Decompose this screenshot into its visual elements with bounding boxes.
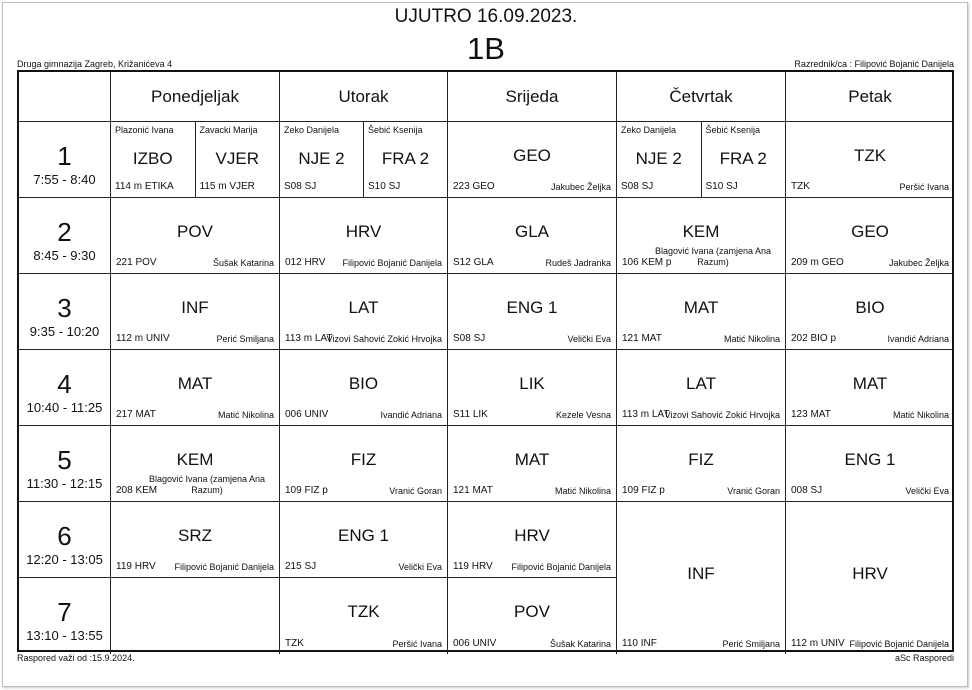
lesson-teacher: Filipović Bojanić Danijela <box>849 639 949 649</box>
period-number: 1 <box>57 141 72 171</box>
lesson-subject: POV <box>514 602 550 621</box>
lesson-teacher: Matić Nikolina <box>723 334 780 344</box>
lesson-teacher: Matić Nikolina <box>217 410 274 420</box>
lesson-teacher: Blagović Ivana (zamjena Ana Razum) <box>654 246 772 267</box>
period-number: 7 <box>57 597 72 627</box>
lesson-teacher: Kezele Vesna <box>555 410 611 420</box>
lesson-teacher: Šebić Ksenija <box>368 125 423 135</box>
lesson-subject: MAT <box>514 450 550 469</box>
period-time: 13:10 - 13:55 <box>26 628 103 643</box>
lesson-teacher: Perić Smiljana <box>216 334 274 344</box>
lesson-room: S10 SJ <box>705 181 738 192</box>
corner-cell <box>19 72 111 122</box>
lesson-subject: BIO <box>855 298 885 317</box>
lesson-room: 113 m LAT <box>285 333 333 344</box>
lesson-subject: GEO <box>513 146 551 165</box>
lesson-group-b <box>701 122 786 197</box>
lesson-teacher: Jakubec Željka <box>888 258 949 268</box>
lesson-teacher: Jakubec Željka <box>550 182 611 192</box>
lesson-p5-tue <box>280 426 448 502</box>
lesson-p7-wed <box>448 578 617 654</box>
period-number: 6 <box>57 521 72 551</box>
lesson-subject: TZK <box>853 146 887 165</box>
period-4 <box>19 350 111 426</box>
lesson-teacher: Ivandić Adriana <box>887 334 949 344</box>
class-name: 1B <box>467 31 505 66</box>
lesson-room: 113 m LAT <box>622 409 670 420</box>
lesson-room: 006 UNIV <box>285 409 329 420</box>
lesson-subject: FIZ <box>688 450 714 469</box>
lesson-p7-tue <box>280 578 448 654</box>
period-number: 5 <box>57 445 72 475</box>
lesson-teacher: Perić Smiljana <box>722 639 780 649</box>
lesson-subject: GLA <box>514 222 550 241</box>
period-time: 9:35 - 10:20 <box>29 324 100 339</box>
lesson-subject: FRA 2 <box>719 149 767 168</box>
lesson-room: S08 SJ <box>284 181 317 192</box>
software-credit: aSc Rasporedi <box>894 653 954 663</box>
lesson-room: 119 HRV <box>116 561 156 572</box>
lesson-room: 217 MAT <box>116 409 156 420</box>
lesson-teacher: Filipović Bojanić Danijela <box>511 562 611 572</box>
lesson-room: 112 m UNIV <box>791 638 845 649</box>
lesson-room: 110 INF <box>622 638 657 649</box>
lesson-p6-thu <box>617 502 786 654</box>
lesson-teacher: Matić Nikolina <box>892 410 949 420</box>
lesson-p3-wed <box>448 274 617 350</box>
lesson-p5-thu <box>617 426 786 502</box>
lesson-room: 114 m ETIKA <box>115 181 174 192</box>
lesson-p2-fri <box>786 198 954 274</box>
lesson-teacher: Zeko Danijela <box>621 125 677 135</box>
lesson-p4-mon <box>111 350 280 426</box>
timetable-grid <box>17 70 954 652</box>
lesson-room: 221 POV <box>116 257 157 268</box>
lesson-subject: IZBO <box>132 149 173 168</box>
lesson-teacher: Velički Eva <box>567 334 611 344</box>
lesson-room: S08 SJ <box>621 181 654 192</box>
lesson-room: S08 SJ <box>453 333 486 344</box>
lesson-teacher: Šušak Katarina <box>212 258 274 268</box>
period-3 <box>19 274 111 350</box>
lesson-p6-tue <box>280 502 448 578</box>
lesson-room: 223 GEO <box>453 181 495 192</box>
lesson-subject: LAT <box>686 374 716 393</box>
lesson-room: 123 MAT <box>791 409 831 420</box>
lesson-room: 119 HRV <box>453 561 493 572</box>
lesson-teacher: Šušak Katarina <box>549 639 611 649</box>
lesson-subject: HRV <box>345 222 382 241</box>
lesson-p1-wed <box>448 122 617 198</box>
lesson-teacher: Matić Nikolina <box>554 486 611 496</box>
lesson-p5-mon <box>111 426 280 502</box>
lesson-p3-thu <box>617 274 786 350</box>
lesson-teacher: Vranić Goran <box>389 486 442 496</box>
lesson-subject: LIK <box>519 374 545 393</box>
day-header-thursday: Četvrtak <box>617 72 786 122</box>
lesson-p1-tue <box>280 122 448 198</box>
lesson-subject: FRA 2 <box>381 149 430 168</box>
lesson-subject: HRV <box>852 564 888 583</box>
schedule-title: UJUTRO 16.09.2023. <box>394 6 578 27</box>
lesson-subject: MAT <box>852 374 888 393</box>
period-7 <box>19 578 111 654</box>
day-header-tuesday: Utorak <box>280 72 448 122</box>
lesson-room: 106 KEM p <box>622 257 672 268</box>
lesson-teacher: Zeko Danijela <box>284 125 340 135</box>
lesson-room: S11 LIK <box>453 409 488 420</box>
lesson-teacher: Velički Eva <box>398 562 442 572</box>
lesson-room: 115 m VJER <box>199 181 255 192</box>
lesson-p2-thu <box>617 198 786 274</box>
lesson-room: S12 GLA <box>453 257 494 268</box>
period-number: 3 <box>57 293 72 323</box>
lesson-p2-mon <box>111 198 280 274</box>
lesson-teacher: Vizovi Sahović Zokić Hrvojka <box>664 410 780 420</box>
lesson-room: 012 HRV <box>285 257 326 268</box>
lesson-teacher: Rudeš Jadranka <box>545 258 611 268</box>
lesson-room: 209 m GEO <box>791 257 844 268</box>
period-time: 12:20 - 13:05 <box>26 552 103 567</box>
lesson-room: 112 m UNIV <box>116 333 170 344</box>
day-header-monday: Ponedjeljak <box>111 72 280 122</box>
lesson-room: 208 KEM <box>116 485 158 496</box>
lesson-p4-wed <box>448 350 617 426</box>
homeroom-teacher: Razrednik/ca : Filipović Bojanić Danijela <box>794 59 954 69</box>
lesson-subject: ENG 1 <box>337 526 390 545</box>
lesson-teacher: Blagović Ivana (zamjena Ana Razum) <box>148 474 266 495</box>
lesson-room: 121 MAT <box>622 333 662 344</box>
lesson-teacher: Peršić Ivana <box>392 639 442 649</box>
lesson-room: 109 FIZ p <box>622 485 665 496</box>
lesson-subject: SRZ <box>178 526 212 545</box>
lesson-p6-wed <box>448 502 617 578</box>
lesson-subject: INF <box>181 298 209 317</box>
lesson-teacher: Filipović Bojanić Danijela <box>174 562 274 572</box>
lesson-p3-tue <box>280 274 448 350</box>
lesson-p1-thu <box>617 122 786 198</box>
lesson-p2-wed <box>448 198 617 274</box>
lesson-room: S10 SJ <box>368 181 401 192</box>
period-time: 10:40 - 11:25 <box>26 400 103 415</box>
day-header-wednesday: Srijeda <box>448 72 617 122</box>
lesson-subject: BIO <box>348 374 379 393</box>
lesson-group-a <box>111 122 195 197</box>
valid-from-note: Raspored važi od :15.9.2024. <box>17 653 135 663</box>
lesson-room: 008 SJ <box>791 485 823 496</box>
lesson-subject: LAT <box>348 298 379 317</box>
lesson-p7-mon-empty <box>111 578 280 654</box>
school-name: Druga gimnazija Zagreb, Križanićeva 4 <box>17 59 173 69</box>
period-number: 4 <box>57 369 72 399</box>
lesson-p5-wed <box>448 426 617 502</box>
period-6 <box>19 502 111 578</box>
lesson-teacher: Peršić Ivana <box>899 182 949 192</box>
lesson-room: TZK <box>791 181 810 192</box>
lesson-p2-tue <box>280 198 448 274</box>
lesson-room: TZK <box>285 638 304 649</box>
lesson-p1-fri <box>786 122 954 198</box>
lesson-p4-fri <box>786 350 954 426</box>
day-header-friday: Petak <box>786 72 954 122</box>
lesson-subject: HRV <box>514 526 550 545</box>
period-5 <box>19 426 111 502</box>
lesson-subject: NJE 2 <box>298 149 345 168</box>
period-time: 11:30 - 12:15 <box>26 476 103 491</box>
lesson-subject: ENG 1 <box>506 298 558 317</box>
lesson-subject: POV <box>177 222 213 241</box>
lesson-group-a <box>617 122 701 197</box>
lesson-group-b <box>363 122 447 197</box>
lesson-p3-fri <box>786 274 954 350</box>
lesson-room: 006 UNIV <box>453 638 497 649</box>
lesson-subject: KEM <box>682 222 720 241</box>
lesson-subject: ENG 1 <box>844 450 896 469</box>
lesson-teacher: Šebić Ksenija <box>705 125 761 135</box>
period-time: 8:45 - 9:30 <box>33 248 96 263</box>
period-time: 7:55 - 8:40 <box>33 172 96 187</box>
lesson-teacher: Vranić Goran <box>727 486 780 496</box>
lesson-teacher: Plazonić Ivana <box>115 125 174 135</box>
lesson-p5-fri <box>786 426 954 502</box>
lesson-p6-mon <box>111 502 280 578</box>
lesson-subject: VJER <box>215 149 259 168</box>
lesson-p3-mon <box>111 274 280 350</box>
lesson-room: 121 MAT <box>453 485 493 496</box>
lesson-teacher: Filipović Bojanić Danijela <box>342 258 442 268</box>
lesson-p6-fri <box>786 502 954 654</box>
lesson-room: 215 SJ <box>285 561 317 572</box>
lesson-subject: NJE 2 <box>635 149 682 168</box>
lesson-p1-mon <box>111 122 280 198</box>
lesson-subject: INF <box>687 564 715 583</box>
lesson-subject: TZK <box>347 602 380 621</box>
lesson-subject: MAT <box>683 298 719 317</box>
lesson-teacher: Ivandić Adriana <box>380 410 442 420</box>
lesson-teacher: Velički Eva <box>905 486 949 496</box>
lesson-teacher: Vizovi Sahović Zokić Hrvojka <box>326 334 442 344</box>
lesson-subject: MAT <box>177 374 213 393</box>
lesson-room: 202 BIO p <box>791 333 837 344</box>
period-number: 2 <box>57 217 72 247</box>
period-2 <box>19 198 111 274</box>
lesson-subject: KEM <box>176 450 214 469</box>
lesson-room: 109 FIZ p <box>285 485 328 496</box>
lesson-teacher: Zavacki Marija <box>199 125 258 135</box>
lesson-group-b <box>195 122 280 197</box>
period-1 <box>19 122 111 198</box>
lesson-subject: GEO <box>851 222 889 241</box>
lesson-group-a <box>280 122 363 197</box>
lesson-p4-tue <box>280 350 448 426</box>
lesson-subject: FIZ <box>350 450 377 469</box>
lesson-p4-thu <box>617 350 786 426</box>
